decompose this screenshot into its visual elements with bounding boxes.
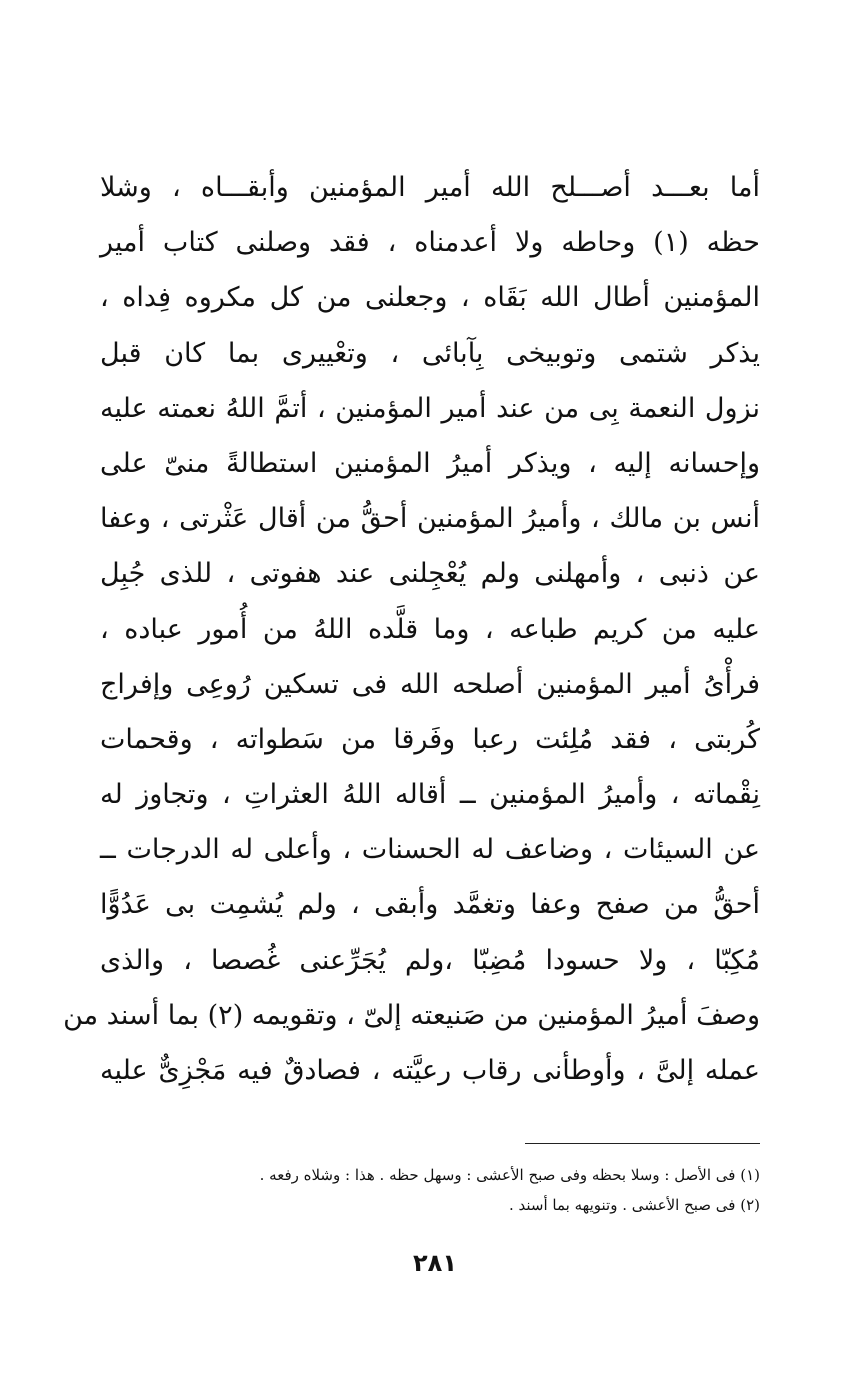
- text-line-5: نزول النعمة بِى من عند أمير المؤمنين ، أتمَّ اللهُ نعمته عليه: [100, 392, 760, 424]
- footnote-2: (٢) فى صبح الأعشى . وتنويهه بما أسند .: [508, 1196, 760, 1214]
- footnote-divider: [525, 1143, 760, 1144]
- main-text-block: [63, 160, 760, 1098]
- footnote-1: (١) فى الأصل : وسلا بحظه وفى صبح الأعشى : وسهل حظه . هذا : وشلاه رفعه .: [259, 1166, 760, 1184]
- text-line-10: فرأْىُ أمير المؤمنين أصلحه الله فى تسكين رُوعِى وإفراج: [100, 668, 760, 700]
- text-line-9: عليه من كريم طباعه ، وما قلَّده اللهُ من أُمور عباده ،: [100, 613, 760, 645]
- text-line-4: يذكر شتمى وتوبيخى بِآبائى ، وتعْييرى بما كان قبل: [100, 337, 760, 369]
- text-line-14: أحقُّ من صفح وعفا وتغمَّد وأبقى ، ولم يُشمِت بى عَدُوًّا: [100, 889, 760, 921]
- text-line-1: أما بعـــد أصـــلح الله أمير المؤمنين وأبقـــاه ، وشلا: [100, 172, 760, 203]
- text-line-8: عن ذنبى ، وأمهلنى ولم يُعْجِلنى عند هفوتى ، للذى جُبِل: [100, 558, 760, 590]
- text-line-6: وإحسانه إليه ، ويذكر أميرُ المؤمنين استطالةً منىّ على: [100, 447, 760, 479]
- text-line-13: عن السيئات ، وضاعف له الحسنات ، وأعلى له الدرجات ــ: [100, 834, 760, 866]
- text-line-16: وصفَ أميرُ المؤمنين من صَنيعته إلىّ ، وتقويمه (٢) بما أسند من: [63, 999, 760, 1031]
- text-line-3: المؤمنين أطال الله بَقَاه ، وجعلنى من كل مكروه فِداه ،: [100, 282, 760, 314]
- text-line-15: مُكِبّا ، ولا حسودا مُضِبّا ،ولم يُجَرِّعنى غُصصا ، والذى: [100, 944, 760, 976]
- text-line-7: أنس بن مالك ، وأميرُ المؤمنين أحقُّ من أقال عَثْرتى ، وعفا: [100, 503, 760, 535]
- text-line-17: عمله إلىَّ ، وأوطأنى رقاب رعيَّته ، فصادقٌ فيه مَجْزِىٌّ عليه: [100, 1055, 760, 1086]
- text-line-11: كُربتى ، فقد مُلِئت رعبا وفَرقا من سَطواته ، وقحمات: [100, 723, 760, 755]
- text-line-2: حظه (١) وحاطه ولا أعدمناه ، فقد وصلنى كتاب أمير: [100, 227, 760, 259]
- page-number: ٢٨١: [413, 1249, 457, 1277]
- text-line-12: نِقْماته ، وأميرُ المؤمنين ــ أقاله اللهُ العثراتِ ، وتجاوز له: [100, 779, 760, 811]
- footnotes-block: [140, 1160, 760, 1220]
